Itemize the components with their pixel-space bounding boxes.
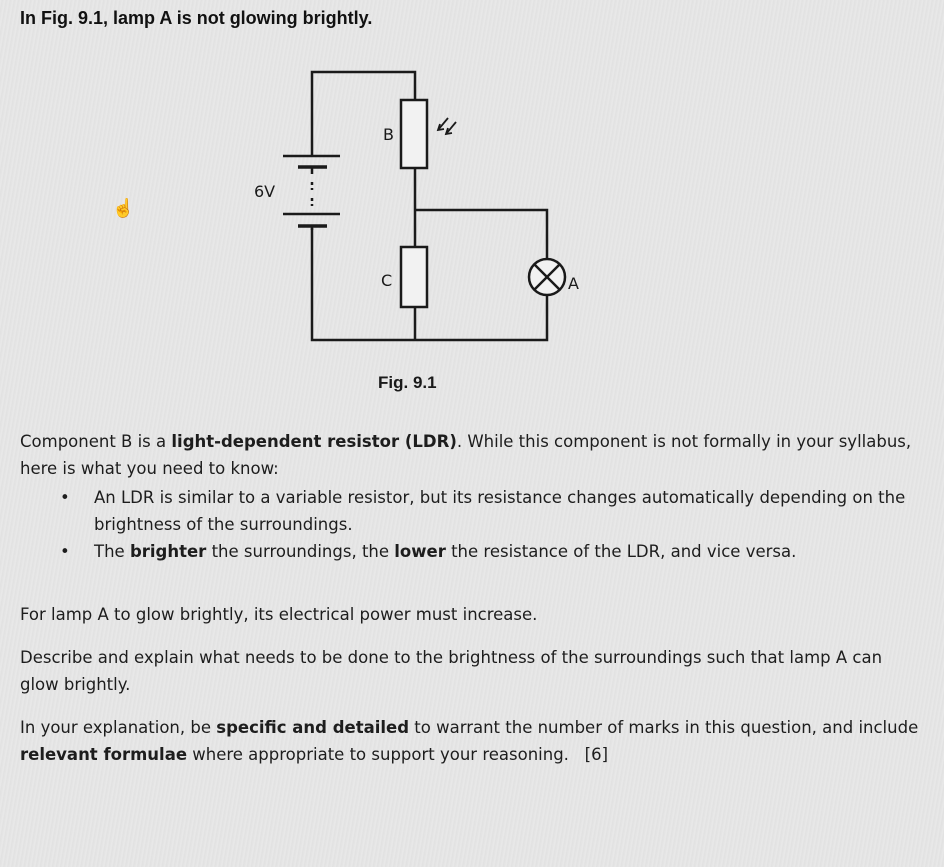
list-item: • An LDR is similar to a variable resistor, but its resistance changes automatically depending on the brightness of the surroundings. — [60, 484, 920, 538]
list-item: • The brighter the surroundings, the lower the resistance of the LDR, and vice versa. — [60, 538, 920, 565]
hand-cursor-icon: ☝ — [112, 198, 135, 218]
marks-label: [6] — [584, 745, 609, 764]
battery-label: 6V — [254, 182, 276, 201]
intro-text: In Fig. 9.1, lamp A is not glowing brightly. — [20, 8, 373, 28]
resistor-label: C — [381, 271, 393, 290]
figure-caption: Fig. 9.1 — [378, 373, 437, 392]
ldr-facts-list — [20, 484, 920, 565]
ldr-intro-paragraph: Component B is a light-dependent resistor (LDR). While this component is not formally in your syllabus, here is what you need to know: — [20, 432, 912, 478]
ldr-term: light-dependent resistor (LDR) — [171, 432, 457, 451]
circuit-diagram — [0, 0, 944, 400]
power-paragraph: For lamp A to glow brightly, its electrical power must increase. — [20, 605, 538, 624]
ldr-label: B — [383, 125, 394, 144]
bullet-icon: • — [60, 488, 70, 507]
task-paragraph: Describe and explain what needs to be done to the brightness of the surroundings such that lamp A can glow brightly. — [20, 648, 883, 694]
question-body — [20, 428, 920, 768]
instruction-paragraph: In your explanation, be specific and detailed to warrant the number of marks in this question, and include relevant formulae where appropriate to support your reasoning. [6] — [20, 718, 919, 764]
bullet-icon: • — [60, 542, 70, 561]
lamp-label: A — [568, 274, 579, 293]
